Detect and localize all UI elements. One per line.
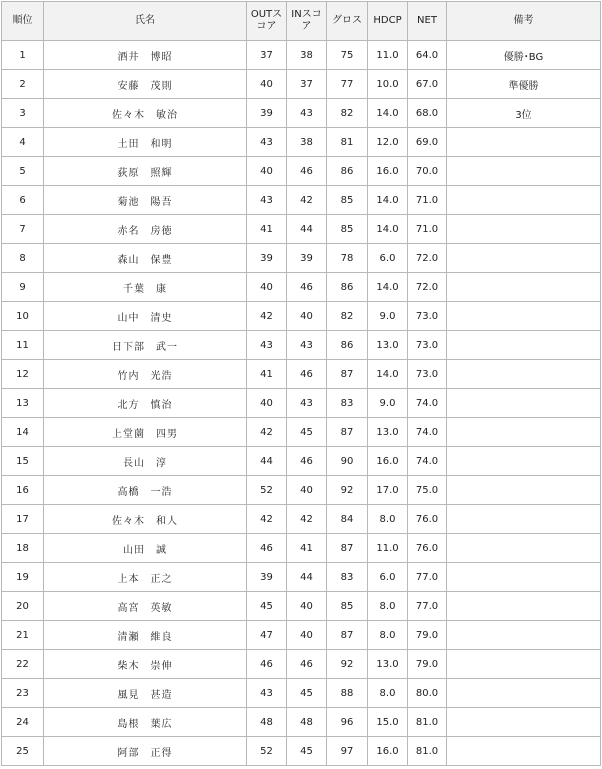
cell-out-score: 40	[247, 157, 287, 186]
cell-out-score: 44	[247, 447, 287, 476]
cell-remarks	[447, 273, 601, 302]
cell-out-score: 40	[247, 389, 287, 418]
table-row	[2, 186, 601, 215]
table-row	[2, 679, 601, 708]
header-in-score: INスコア	[287, 2, 327, 41]
cell-in-score: 46	[287, 157, 327, 186]
cell-net: 74.0	[408, 447, 447, 476]
cell-name: 上本 正之	[44, 563, 247, 592]
cell-out-score: 48	[247, 708, 287, 737]
cell-rank: 25	[2, 737, 44, 766]
cell-hdcp: 16.0	[368, 737, 408, 766]
table-row	[2, 331, 601, 360]
cell-rank: 9	[2, 273, 44, 302]
cell-gross: 87	[327, 360, 368, 389]
header-out-score: OUTスコア	[247, 2, 287, 41]
table-row	[2, 418, 601, 447]
cell-remarks	[447, 389, 601, 418]
cell-out-score: 46	[247, 650, 287, 679]
cell-remarks	[447, 737, 601, 766]
cell-rank: 12	[2, 360, 44, 389]
cell-remarks	[447, 650, 601, 679]
header-net: NET	[408, 2, 447, 41]
cell-in-score: 40	[287, 302, 327, 331]
header-rank: 順位	[2, 2, 44, 41]
cell-remarks	[447, 331, 601, 360]
cell-hdcp: 16.0	[368, 157, 408, 186]
cell-hdcp: 9.0	[368, 302, 408, 331]
cell-gross: 83	[327, 563, 368, 592]
cell-name: 風見 甚造	[44, 679, 247, 708]
table-row	[2, 70, 601, 99]
cell-name: 竹内 光浩	[44, 360, 247, 389]
cell-hdcp: 14.0	[368, 99, 408, 128]
cell-gross: 75	[327, 41, 368, 70]
cell-gross: 82	[327, 99, 368, 128]
cell-in-score: 48	[287, 708, 327, 737]
cell-rank: 15	[2, 447, 44, 476]
cell-rank: 6	[2, 186, 44, 215]
cell-remarks	[447, 505, 601, 534]
cell-name: 柴木 崇伸	[44, 650, 247, 679]
cell-net: 73.0	[408, 360, 447, 389]
cell-hdcp: 13.0	[368, 331, 408, 360]
cell-rank: 20	[2, 592, 44, 621]
cell-gross: 85	[327, 215, 368, 244]
cell-name: 森山 保豊	[44, 244, 247, 273]
cell-rank: 4	[2, 128, 44, 157]
cell-name: 長山 淳	[44, 447, 247, 476]
cell-hdcp: 6.0	[368, 244, 408, 273]
cell-net: 73.0	[408, 331, 447, 360]
cell-out-score: 46	[247, 534, 287, 563]
table-row	[2, 621, 601, 650]
cell-out-score: 39	[247, 244, 287, 273]
cell-out-score: 39	[247, 99, 287, 128]
cell-remarks	[447, 476, 601, 505]
cell-name: 阿部 正得	[44, 737, 247, 766]
cell-remarks	[447, 418, 601, 447]
table-row	[2, 99, 601, 128]
cell-gross: 81	[327, 128, 368, 157]
cell-gross: 86	[327, 273, 368, 302]
cell-name: 上堂薗 四男	[44, 418, 247, 447]
cell-in-score: 40	[287, 621, 327, 650]
cell-rank: 16	[2, 476, 44, 505]
header-hdcp: HDCP	[368, 2, 408, 41]
cell-remarks	[447, 215, 601, 244]
cell-in-score: 42	[287, 186, 327, 215]
table-row	[2, 650, 601, 679]
cell-in-score: 38	[287, 41, 327, 70]
cell-gross: 88	[327, 679, 368, 708]
cell-out-score: 37	[247, 41, 287, 70]
cell-hdcp: 10.0	[368, 70, 408, 99]
cell-remarks: 優勝･BG	[447, 41, 601, 70]
cell-name: 島根 葉広	[44, 708, 247, 737]
table-row	[2, 273, 601, 302]
cell-gross: 87	[327, 418, 368, 447]
cell-hdcp: 6.0	[368, 563, 408, 592]
cell-remarks	[447, 157, 601, 186]
cell-name: 高橋 一浩	[44, 476, 247, 505]
cell-name: 土田 和明	[44, 128, 247, 157]
cell-rank: 14	[2, 418, 44, 447]
cell-net: 76.0	[408, 534, 447, 563]
cell-gross: 78	[327, 244, 368, 273]
cell-name: 菊池 陽吾	[44, 186, 247, 215]
cell-hdcp: 14.0	[368, 215, 408, 244]
cell-gross: 86	[327, 331, 368, 360]
cell-out-score: 39	[247, 563, 287, 592]
cell-gross: 82	[327, 302, 368, 331]
cell-rank: 13	[2, 389, 44, 418]
cell-remarks	[447, 447, 601, 476]
cell-rank: 1	[2, 41, 44, 70]
cell-in-score: 44	[287, 563, 327, 592]
cell-remarks	[447, 563, 601, 592]
cell-net: 73.0	[408, 302, 447, 331]
cell-out-score: 47	[247, 621, 287, 650]
cell-in-score: 43	[287, 331, 327, 360]
cell-name: 北方 慎治	[44, 389, 247, 418]
cell-rank: 11	[2, 331, 44, 360]
cell-hdcp: 12.0	[368, 128, 408, 157]
cell-out-score: 40	[247, 273, 287, 302]
cell-gross: 90	[327, 447, 368, 476]
cell-in-score: 46	[287, 273, 327, 302]
cell-name: 佐々木 和人	[44, 505, 247, 534]
cell-rank: 21	[2, 621, 44, 650]
table-row	[2, 476, 601, 505]
cell-hdcp: 8.0	[368, 505, 408, 534]
table-header	[2, 2, 601, 41]
cell-name: 荻原 照輝	[44, 157, 247, 186]
table-row	[2, 215, 601, 244]
cell-name: 山中 清史	[44, 302, 247, 331]
cell-out-score: 43	[247, 128, 287, 157]
cell-remarks	[447, 534, 601, 563]
cell-remarks: 準優勝	[447, 70, 601, 99]
cell-remarks	[447, 128, 601, 157]
cell-net: 80.0	[408, 679, 447, 708]
cell-rank: 19	[2, 563, 44, 592]
cell-remarks	[447, 708, 601, 737]
cell-out-score: 42	[247, 302, 287, 331]
cell-net: 77.0	[408, 592, 447, 621]
cell-gross: 85	[327, 186, 368, 215]
cell-net: 71.0	[408, 186, 447, 215]
table-row	[2, 737, 601, 766]
table-row	[2, 447, 601, 476]
cell-hdcp: 14.0	[368, 360, 408, 389]
cell-in-score: 40	[287, 476, 327, 505]
cell-gross: 87	[327, 621, 368, 650]
cell-gross: 97	[327, 737, 368, 766]
cell-rank: 2	[2, 70, 44, 99]
cell-in-score: 39	[287, 244, 327, 273]
cell-name: 山田 誠	[44, 534, 247, 563]
cell-hdcp: 15.0	[368, 708, 408, 737]
cell-out-score: 52	[247, 476, 287, 505]
cell-rank: 24	[2, 708, 44, 737]
cell-gross: 96	[327, 708, 368, 737]
cell-net: 70.0	[408, 157, 447, 186]
cell-name: 安藤 茂則	[44, 70, 247, 99]
cell-net: 75.0	[408, 476, 447, 505]
cell-in-score: 46	[287, 650, 327, 679]
cell-rank: 7	[2, 215, 44, 244]
table-row	[2, 389, 601, 418]
cell-hdcp: 14.0	[368, 273, 408, 302]
cell-hdcp: 13.0	[368, 650, 408, 679]
cell-rank: 22	[2, 650, 44, 679]
cell-net: 81.0	[408, 737, 447, 766]
cell-net: 72.0	[408, 273, 447, 302]
cell-name: 千葉 康	[44, 273, 247, 302]
cell-net: 72.0	[408, 244, 447, 273]
cell-out-score: 41	[247, 360, 287, 389]
cell-net: 71.0	[408, 215, 447, 244]
cell-remarks	[447, 244, 601, 273]
cell-gross: 85	[327, 592, 368, 621]
cell-in-score: 46	[287, 360, 327, 389]
cell-gross: 92	[327, 476, 368, 505]
cell-in-score: 41	[287, 534, 327, 563]
table-row	[2, 302, 601, 331]
table-row	[2, 360, 601, 389]
cell-out-score: 42	[247, 418, 287, 447]
cell-hdcp: 8.0	[368, 679, 408, 708]
cell-gross: 87	[327, 534, 368, 563]
cell-rank: 23	[2, 679, 44, 708]
table-row	[2, 244, 601, 273]
cell-out-score: 43	[247, 186, 287, 215]
cell-net: 68.0	[408, 99, 447, 128]
cell-name: 赤名 房徳	[44, 215, 247, 244]
cell-remarks	[447, 302, 601, 331]
cell-gross: 83	[327, 389, 368, 418]
cell-name: 高宮 英敏	[44, 592, 247, 621]
cell-gross: 92	[327, 650, 368, 679]
cell-remarks	[447, 592, 601, 621]
cell-hdcp: 11.0	[368, 534, 408, 563]
table-row	[2, 505, 601, 534]
cell-out-score: 52	[247, 737, 287, 766]
cell-hdcp: 9.0	[368, 389, 408, 418]
cell-in-score: 44	[287, 215, 327, 244]
cell-rank: 17	[2, 505, 44, 534]
cell-gross: 86	[327, 157, 368, 186]
cell-in-score: 45	[287, 418, 327, 447]
cell-hdcp: 11.0	[368, 41, 408, 70]
cell-name: 日下部 武一	[44, 331, 247, 360]
table-row	[2, 708, 601, 737]
cell-gross: 77	[327, 70, 368, 99]
table-row	[2, 128, 601, 157]
cell-rank: 5	[2, 157, 44, 186]
cell-out-score: 41	[247, 215, 287, 244]
cell-hdcp: 16.0	[368, 447, 408, 476]
header-remarks: 備考	[447, 2, 601, 41]
table-row	[2, 563, 601, 592]
cell-net: 81.0	[408, 708, 447, 737]
table-row	[2, 157, 601, 186]
cell-remarks: 3位	[447, 99, 601, 128]
table-row	[2, 592, 601, 621]
cell-in-score: 46	[287, 447, 327, 476]
cell-net: 74.0	[408, 418, 447, 447]
header-gross: グロス	[327, 2, 368, 41]
results-table	[1, 1, 601, 766]
cell-net: 79.0	[408, 650, 447, 679]
cell-net: 67.0	[408, 70, 447, 99]
cell-remarks	[447, 186, 601, 215]
cell-gross: 84	[327, 505, 368, 534]
cell-rank: 18	[2, 534, 44, 563]
cell-net: 64.0	[408, 41, 447, 70]
cell-in-score: 43	[287, 389, 327, 418]
cell-net: 74.0	[408, 389, 447, 418]
cell-rank: 8	[2, 244, 44, 273]
cell-rank: 10	[2, 302, 44, 331]
cell-in-score: 43	[287, 99, 327, 128]
cell-rank: 3	[2, 99, 44, 128]
header-row	[2, 2, 601, 41]
cell-in-score: 42	[287, 505, 327, 534]
cell-hdcp: 13.0	[368, 418, 408, 447]
header-name: 氏名	[44, 2, 247, 41]
cell-in-score: 37	[287, 70, 327, 99]
cell-name: 佐々木 敏治	[44, 99, 247, 128]
cell-out-score: 40	[247, 70, 287, 99]
cell-hdcp: 8.0	[368, 621, 408, 650]
cell-hdcp: 17.0	[368, 476, 408, 505]
table-row	[2, 534, 601, 563]
cell-in-score: 40	[287, 592, 327, 621]
cell-net: 69.0	[408, 128, 447, 157]
cell-remarks	[447, 679, 601, 708]
cell-out-score: 42	[247, 505, 287, 534]
cell-remarks	[447, 360, 601, 389]
cell-in-score: 45	[287, 737, 327, 766]
cell-in-score: 38	[287, 128, 327, 157]
cell-remarks	[447, 621, 601, 650]
cell-name: 酒井 博昭	[44, 41, 247, 70]
cell-out-score: 45	[247, 592, 287, 621]
table-body	[2, 41, 601, 766]
cell-hdcp: 8.0	[368, 592, 408, 621]
cell-in-score: 45	[287, 679, 327, 708]
cell-net: 79.0	[408, 621, 447, 650]
cell-net: 77.0	[408, 563, 447, 592]
cell-hdcp: 14.0	[368, 186, 408, 215]
cell-net: 76.0	[408, 505, 447, 534]
cell-out-score: 43	[247, 679, 287, 708]
table-row	[2, 41, 601, 70]
cell-name: 清瀬 維良	[44, 621, 247, 650]
cell-out-score: 43	[247, 331, 287, 360]
